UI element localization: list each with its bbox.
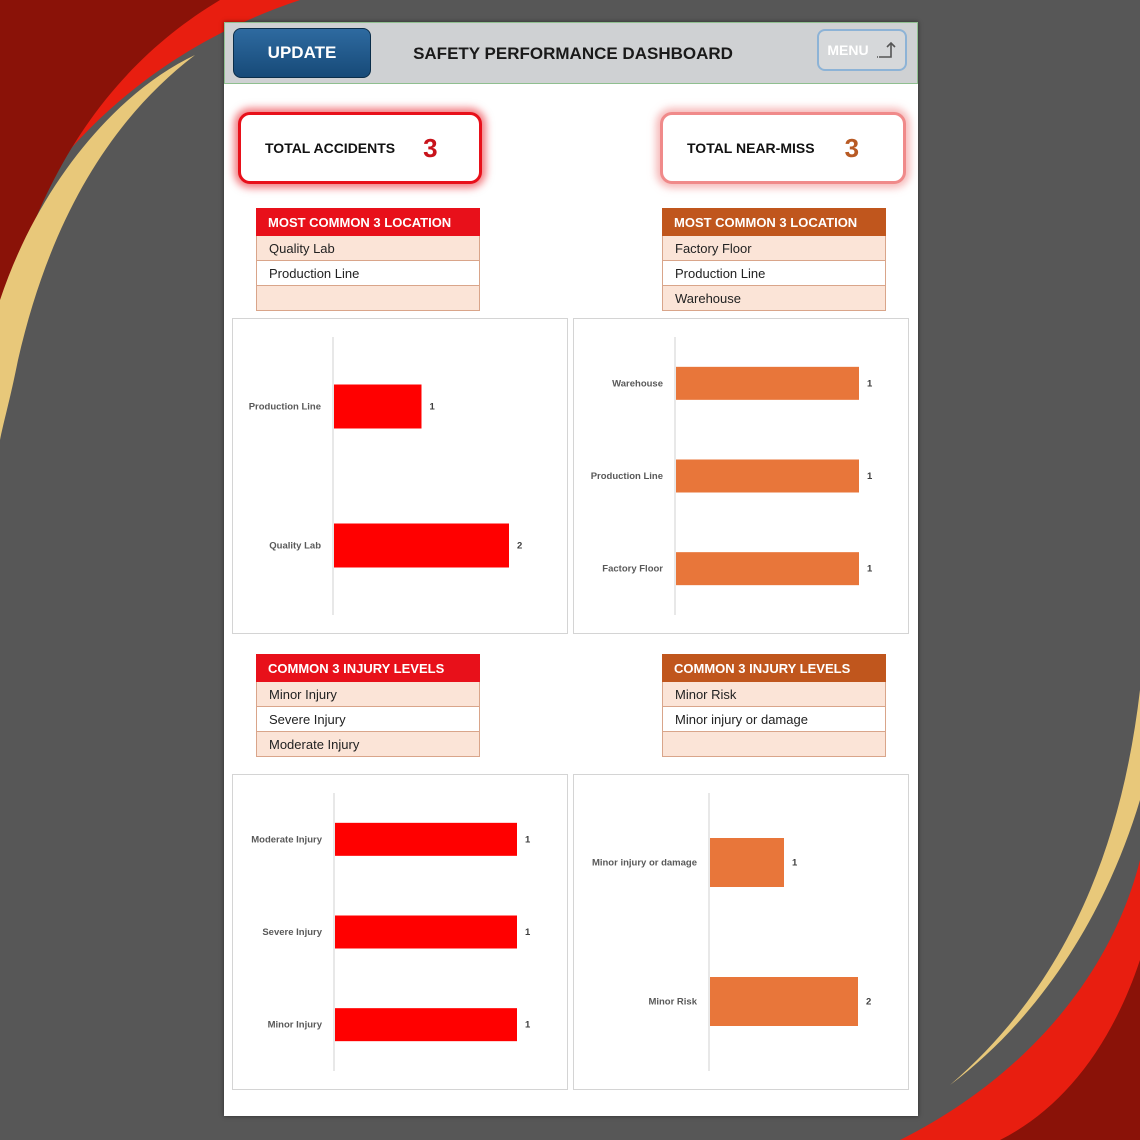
table-header: MOST COMMON 3 LOCATION [662,208,886,236]
accident-location-table [256,208,480,311]
table-row[interactable]: Production Line [256,261,480,286]
near-miss-injury-chart [573,774,909,1090]
bar-value-label: 1 [867,471,873,482]
category-tick-label: Severe Injury [262,927,322,938]
category-tick-label: Production Line [248,401,321,413]
bar-value-label: 2 [866,996,872,1008]
table-row[interactable]: Moderate Injury [256,732,480,757]
header-bar [224,22,918,84]
table-row[interactable]: Factory Floor [662,236,886,261]
bar-value-label: 1 [429,401,435,413]
accident-injury-chart [232,774,568,1090]
category-tick-label: Warehouse [612,378,663,390]
bar-factory-floor[interactable] [676,552,859,585]
total-accidents-value: 3 [423,132,438,163]
table-row[interactable] [256,286,480,311]
total-near-miss-card [660,112,906,184]
table-row[interactable]: Minor Risk [662,682,886,707]
accident-location-chart [232,318,568,634]
bar-minor-injury[interactable] [335,1008,517,1041]
bar-value-label: 1 [792,857,798,869]
table-header: COMMON 3 INJURY LEVELS [662,654,886,682]
table-row[interactable] [662,732,886,757]
bar-value-label: 1 [525,834,531,846]
total-accidents-card [238,112,482,184]
category-tick-label: Moderate Injury [251,834,322,846]
bar-warehouse[interactable] [676,367,859,400]
bar-minor-risk[interactable] [710,977,858,1026]
near-miss-injury-table [662,654,886,757]
table-row[interactable]: Warehouse [662,286,886,311]
menu-button[interactable] [817,29,907,71]
table-row[interactable]: Production Line [662,261,886,286]
return-arrow-icon [875,39,897,61]
table-row[interactable]: Minor injury or damage [662,707,886,732]
bar-value-label: 1 [525,927,531,938]
category-tick-label: Production Line [590,471,663,482]
bar-quality-lab[interactable] [334,524,509,568]
dashboard-title: SAFETY PERFORMANCE DASHBOARD [413,44,733,63]
category-tick-label: Factory Floor [602,563,663,575]
bar-value-label: 1 [867,563,873,575]
update-button[interactable]: UPDATE [233,28,371,78]
bar-value-label: 2 [517,540,523,552]
table-header: MOST COMMON 3 LOCATION [256,208,480,236]
total-near-miss-label: TOTAL NEAR-MISS [687,140,815,156]
total-near-miss-value: 3 [844,132,860,163]
category-tick-label: Minor Injury [267,1019,322,1031]
near-miss-location-chart [573,318,909,634]
category-tick-label: Minor injury or damage [591,857,697,869]
category-tick-label: Quality Lab [269,540,321,552]
bar-minor-injury-or-damage[interactable] [710,838,784,887]
table-header: COMMON 3 INJURY LEVELS [256,654,480,682]
total-accidents-label: TOTAL ACCIDENTS [265,140,396,156]
accident-injury-table [256,654,480,757]
bar-production-line[interactable] [334,385,422,429]
table-row[interactable]: Quality Lab [256,236,480,261]
bar-moderate-injury[interactable] [335,823,517,856]
dashboard-sheet [224,22,918,1116]
bar-value-label: 1 [867,378,873,390]
bar-severe-injury[interactable] [335,916,517,949]
table-row[interactable]: Severe Injury [256,707,480,732]
table-row[interactable]: Minor Injury [256,682,480,707]
menu-label: MENU [827,42,869,58]
bar-production-line[interactable] [676,460,859,493]
near-miss-location-table [662,208,886,311]
category-tick-label: Minor Risk [648,996,697,1008]
bar-value-label: 1 [525,1019,531,1031]
